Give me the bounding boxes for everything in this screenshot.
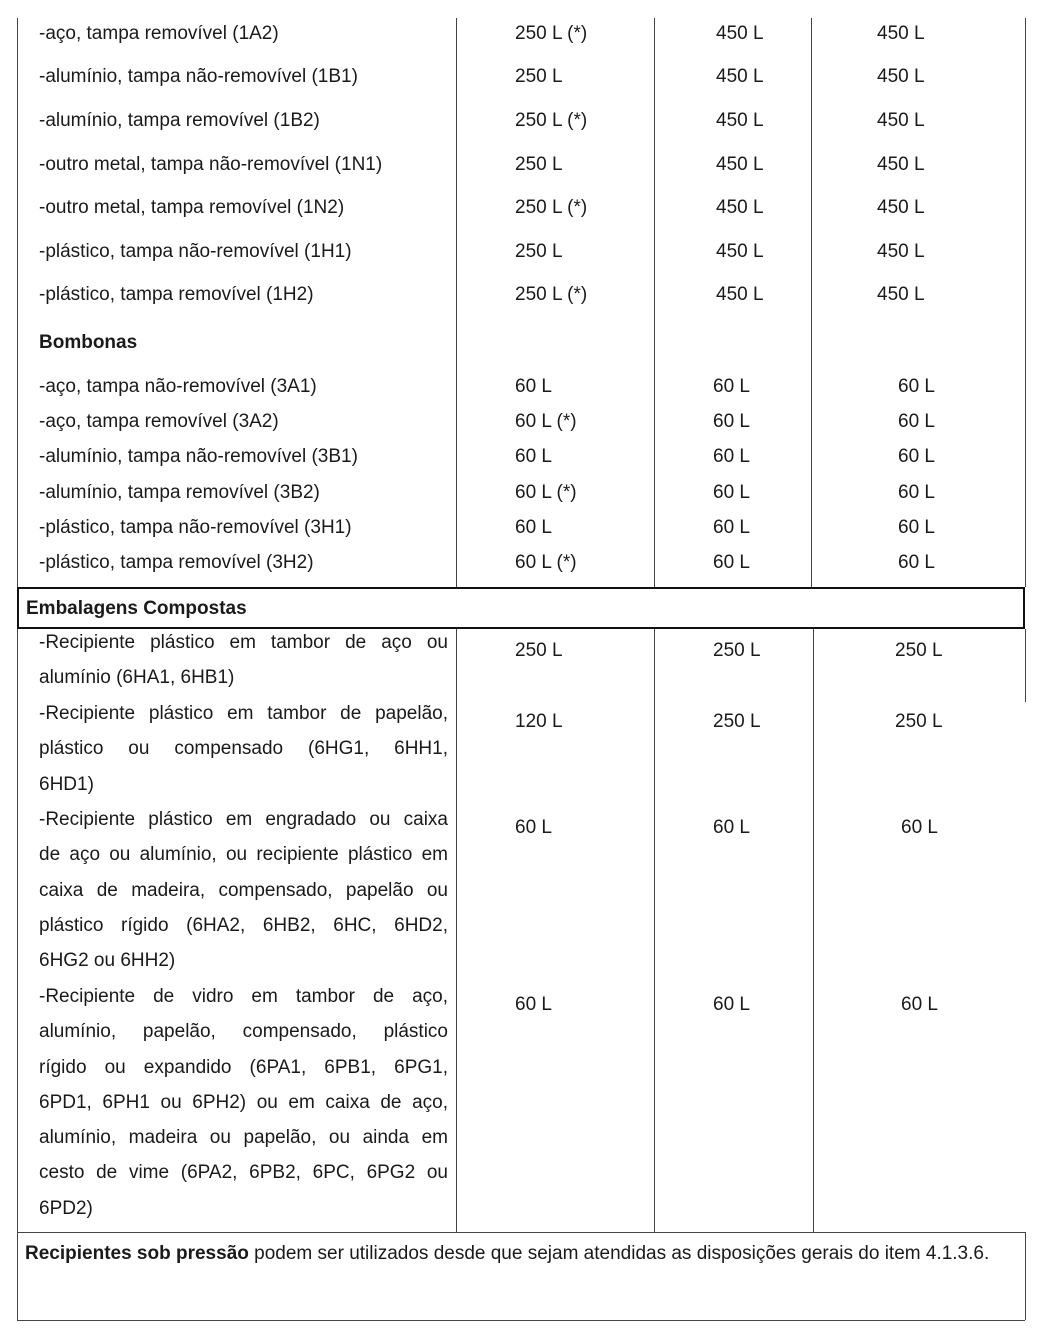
row-description xyxy=(39,625,448,696)
cell-value: 450 L xyxy=(877,23,925,44)
cell-value: 60 L xyxy=(898,552,935,573)
cell-value: 450 L xyxy=(877,197,925,218)
cell-value: 60 L xyxy=(713,817,750,838)
cell-value: 120 L xyxy=(515,711,563,732)
table-rule xyxy=(17,1320,1025,1321)
column-divider xyxy=(456,18,457,587)
cell-value: 450 L xyxy=(877,241,925,262)
row-label: -aço, tampa removível (1A2) xyxy=(39,23,279,44)
description-line: alumínio, papelão, compensado, plástico xyxy=(39,1021,448,1043)
cell-value: 250 L xyxy=(713,640,761,661)
cell-value: 60 L xyxy=(515,994,552,1015)
cell-value: 60 L xyxy=(515,517,552,538)
row-label: -aço, tampa removível (3A2) xyxy=(39,411,279,432)
cell-value: 60 L xyxy=(713,994,750,1015)
table-border-left xyxy=(17,18,18,587)
cell-value: 250 L xyxy=(515,640,563,661)
table-border-right xyxy=(1025,18,1026,587)
description-line: plástico ou compensado (6HG1, 6HH1, xyxy=(39,738,448,760)
row-description xyxy=(39,696,448,802)
cell-value: 60 L xyxy=(898,446,935,467)
cell-value: 60 L (*) xyxy=(515,482,577,503)
description-line: 6HD1) xyxy=(39,773,94,795)
row-label: -alumínio, tampa removível (3B2) xyxy=(39,482,320,503)
cell-value: 60 L xyxy=(898,411,935,432)
cell-value: 60 L xyxy=(515,446,552,467)
cell-value: 60 L xyxy=(713,517,750,538)
cell-value: 60 L xyxy=(515,376,552,397)
description-line: caixa de madeira, compensado, papelão ou xyxy=(39,879,448,901)
cell-value: 250 L (*) xyxy=(515,110,588,131)
column-divider xyxy=(813,629,814,1233)
row-label: -aço, tampa não-removível (3A1) xyxy=(39,376,317,397)
cell-value: 60 L xyxy=(713,411,750,432)
cell-value: 60 L (*) xyxy=(515,552,577,573)
cell-value: 250 L xyxy=(713,711,761,732)
description-line: -Recipiente de vidro em tambor de aço, xyxy=(39,986,448,1007)
cell-value: 450 L xyxy=(877,110,925,131)
cell-value: 450 L xyxy=(716,154,764,175)
description-line: 6HG2 ou 6HH2) xyxy=(39,950,176,972)
row-description xyxy=(39,979,448,1226)
description-line: -Recipiente plástico em engradado ou caixa xyxy=(39,809,448,830)
cell-value: 450 L xyxy=(877,66,925,87)
cell-value: 60 L xyxy=(713,376,750,397)
description-line: -Recipiente plástico em tambor de aço ou xyxy=(39,632,448,653)
cell-value: 60 L xyxy=(713,552,750,573)
column-divider xyxy=(654,18,655,587)
table-border-right xyxy=(1025,1232,1026,1320)
description-line: 6PD2) xyxy=(39,1197,93,1219)
cell-value: 250 L xyxy=(895,640,943,661)
cell-value: 60 L xyxy=(898,482,935,503)
footnote-text: podem ser utilizados desde que sejam atendidas as disposições gerais do item 4.1.3.6. xyxy=(248,1243,990,1264)
description-line: cesto de vime (6PA2, 6PB2, 6PC, 6PG2 ou xyxy=(39,1162,448,1184)
footnote-bold: Recipientes sob pressão xyxy=(25,1243,249,1264)
row-label: -outro metal, tampa não-removível (1N1) xyxy=(39,154,383,175)
cell-value: 250 L (*) xyxy=(515,284,588,305)
row-label: -outro metal, tampa removível (1N2) xyxy=(39,197,345,218)
description-line: alumínio, madeira ou papelão, ou ainda em xyxy=(39,1127,448,1149)
cell-value: 450 L xyxy=(877,284,925,305)
row-label: -plástico, tampa removível (3H2) xyxy=(39,552,314,573)
cell-value: 450 L xyxy=(716,241,764,262)
section-title: Embalagens Compostas xyxy=(26,598,247,619)
row-label: -alumínio, tampa não-removível (3B1) xyxy=(39,446,358,467)
row-label: -plástico, tampa removível (1H2) xyxy=(39,284,314,305)
cell-value: 450 L xyxy=(716,197,764,218)
table-rule xyxy=(17,1232,1025,1233)
column-divider xyxy=(811,18,812,587)
cell-value: 250 L xyxy=(515,66,563,87)
table-border-left xyxy=(17,629,18,1233)
cell-value: 250 L (*) xyxy=(515,23,588,44)
cell-value: 450 L xyxy=(716,110,764,131)
cell-value: 60 L xyxy=(713,482,750,503)
table-border-left xyxy=(17,1232,18,1320)
column-divider xyxy=(654,629,655,1233)
section-header xyxy=(17,587,1025,629)
section-subheading: Bombonas xyxy=(39,332,138,353)
description-line: de aço ou alumínio, ou recipiente plástico em xyxy=(39,844,448,866)
row-label: -plástico, tampa não-removível (1H1) xyxy=(39,241,352,262)
cell-value: 60 L xyxy=(901,994,938,1015)
table-border-right xyxy=(1025,629,1026,702)
column-divider xyxy=(456,629,457,1233)
cell-value: 250 L xyxy=(895,711,943,732)
description-line: alumínio (6HA1, 6HB1) xyxy=(39,667,235,689)
cell-value: 450 L xyxy=(716,66,764,87)
description-line: -Recipiente plástico em tambor de papelão, xyxy=(39,703,448,724)
footnote xyxy=(25,1236,1015,1271)
cell-value: 450 L xyxy=(716,23,764,44)
cell-value: 450 L xyxy=(716,284,764,305)
row-label: -alumínio, tampa removível (1B2) xyxy=(39,110,320,131)
description-line: plástico rígido (6HA2, 6HB2, 6HC, 6HD2, xyxy=(39,914,448,936)
row-description xyxy=(39,802,448,978)
cell-value: 450 L xyxy=(877,154,925,175)
cell-value: 60 L xyxy=(901,817,938,838)
cell-value: 250 L (*) xyxy=(515,197,588,218)
cell-value: 250 L xyxy=(515,241,563,262)
cell-value: 60 L xyxy=(898,517,935,538)
cell-value: 60 L xyxy=(898,376,935,397)
description-line: rígido ou expandido (6PA1, 6PB1, 6PG1, xyxy=(39,1056,448,1078)
cell-value: 250 L xyxy=(515,154,563,175)
row-label: -alumínio, tampa não-removível (1B1) xyxy=(39,66,358,87)
cell-value: 60 L (*) xyxy=(515,411,577,432)
row-label: -plástico, tampa não-removível (3H1) xyxy=(39,517,352,538)
description-line: 6PD1, 6PH1 ou 6PH2) ou em caixa de aço, xyxy=(39,1091,448,1113)
cell-value: 60 L xyxy=(515,817,552,838)
cell-value: 60 L xyxy=(713,446,750,467)
